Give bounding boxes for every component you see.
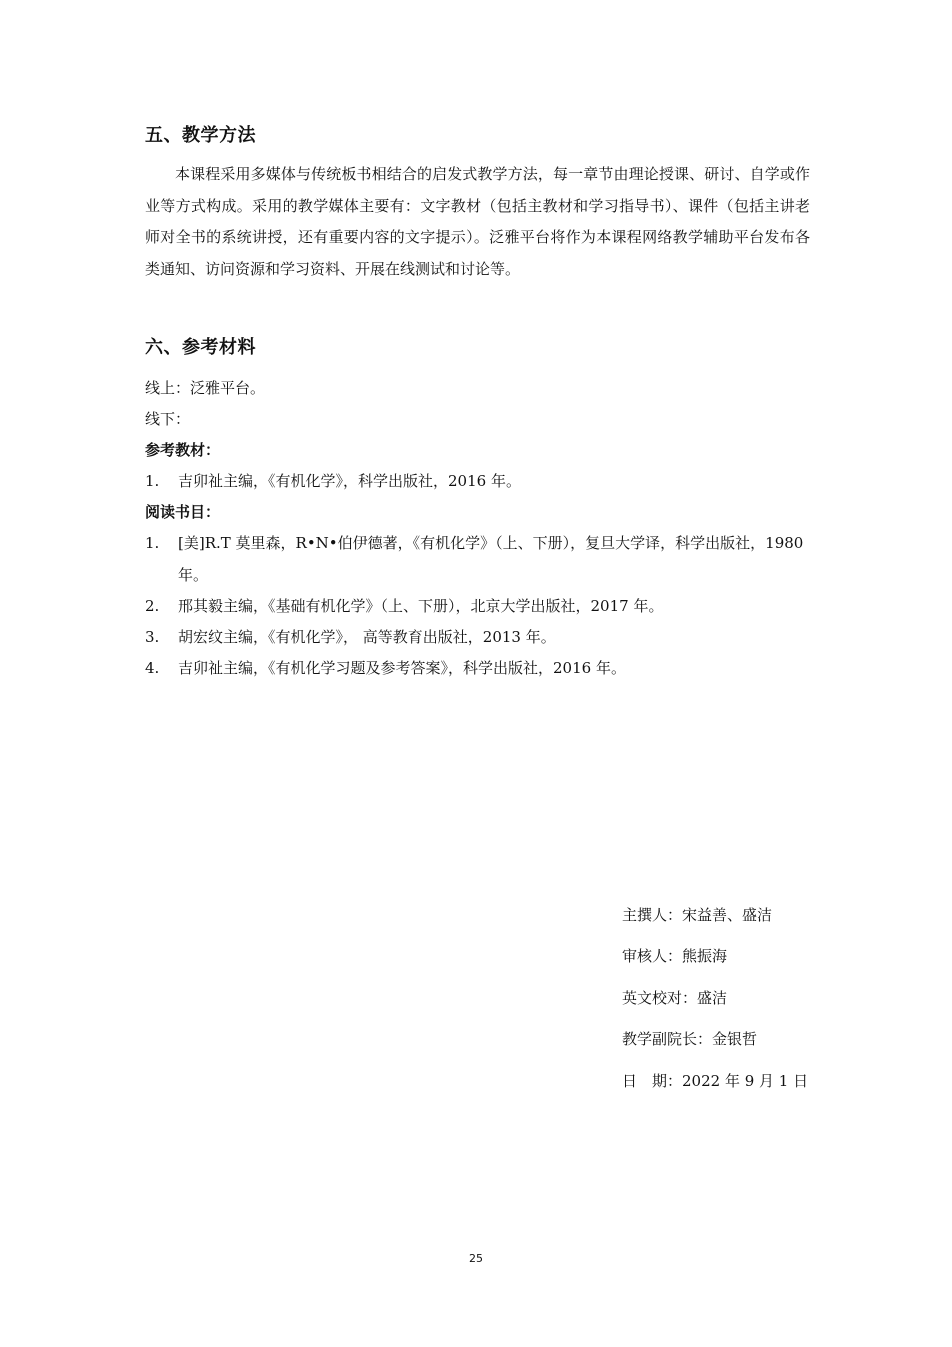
signature-reviewer: 审核人：熊振海 bbox=[622, 947, 728, 965]
signature-author: 主撰人：宋益善、盛洁 bbox=[622, 906, 773, 924]
reading-item-text: 吉卯祉主编，《有机化学习题及参考答案》，科学出版社，2016 年。 bbox=[178, 659, 626, 677]
reading-item-number: 1. bbox=[145, 534, 160, 552]
signature-vice-dean: 教学副院长：金银哲 bbox=[622, 1030, 758, 1048]
reading-item-text: 邢其毅主编，《基础有机化学》（上、下册），北京大学出版社，2017 年。 bbox=[178, 597, 664, 615]
textbook-item-number: 1. bbox=[145, 472, 160, 490]
reading-item-text: 胡宏纹主编，《有机化学》， 高等教育出版社，2013 年。 bbox=[178, 628, 556, 646]
reading-list-label: 阅读书目： bbox=[145, 503, 221, 521]
online-materials-line: 线上：泛雅平台。 bbox=[145, 379, 266, 397]
page-number: 25 bbox=[469, 1252, 483, 1265]
section-heading-references: 六、参考材料 bbox=[145, 337, 256, 358]
signature-english-proofreader: 英文校对：盛洁 bbox=[622, 989, 728, 1007]
reading-item-text: [美]R.T 莫里森，R•N•伯伊德著，《有机化学》（上、下册），复旦大学译，科学出版社，1980 年。 bbox=[178, 534, 804, 584]
textbook-item-text: 吉卯祉主编，《有机化学》，科学出版社，2016 年。 bbox=[178, 472, 521, 490]
textbook-label: 参考教材： bbox=[145, 441, 221, 459]
reading-item-number: 2. bbox=[145, 597, 160, 615]
offline-materials-line: 线下： bbox=[145, 410, 191, 428]
teaching-methods-paragraph: 本课程采用多媒体与传统板书相结合的启发式教学方法，每一章节由理论授课、研讨、自学或作业等方式构成。采用的教学媒体主要有：文字教材（包括主教材和学习指导书）、课件（包括主讲老师对全书的系统讲授，还有重要内容的文字提示）。泛雅平台将作为本课程网络教学辅助平台发布各类通知、访问资源和学习资料、开展在线测试和讨论等。 bbox=[145, 165, 810, 278]
reading-item-number: 3. bbox=[145, 628, 160, 646]
reading-item-number: 4. bbox=[145, 659, 160, 677]
signature-date: 日 期：2022 年 9 月 1 日 bbox=[622, 1072, 809, 1090]
section-heading-teaching-methods: 五、教学方法 bbox=[145, 125, 256, 146]
